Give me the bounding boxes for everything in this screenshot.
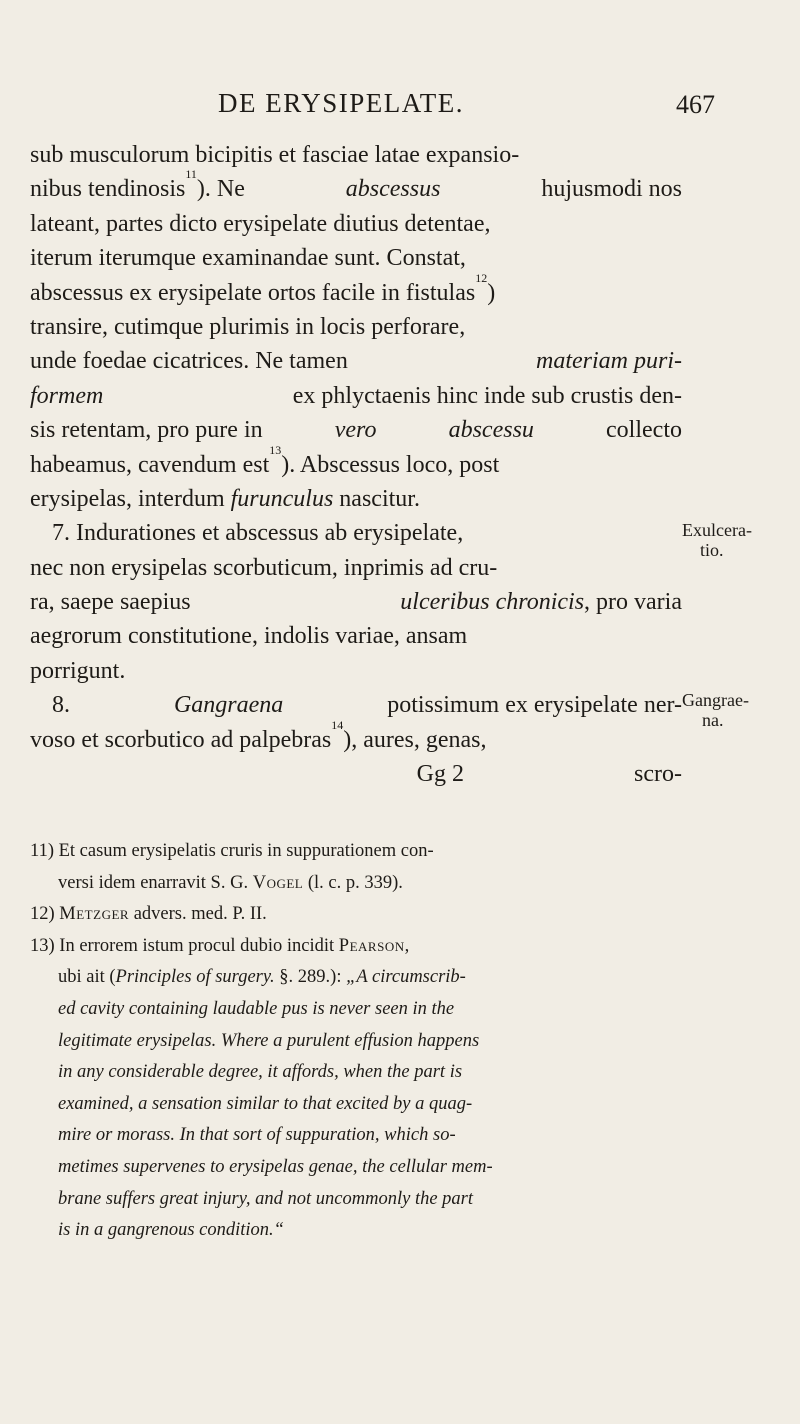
margin-note-line: Exulcera- [682, 520, 752, 540]
footnote-ref: 12 [475, 270, 488, 285]
text-line [30, 138, 682, 172]
footnote-line: examined, a sensation similar to that excited by a quag- [58, 1093, 473, 1114]
footnote-line: 12) Metzger advers. med. P. II. [30, 904, 267, 925]
text-span: 8. [52, 692, 70, 719]
footnote-line: is in a gangrenous condition.“ [58, 1220, 284, 1241]
text-span: nascitur. [339, 485, 420, 512]
footnote-ref: 14 [331, 717, 344, 732]
footnote-line: brane suffers great injury, and not uncommonly the part [58, 1188, 474, 1209]
italic-term: abscessus [345, 176, 441, 203]
italic-term: abscessu [448, 417, 534, 444]
text-span: nibus tendinosis$^{11}$). Ne [30, 167, 245, 203]
text-span: 7. Indurationes et abscessus ab erysipelate, [52, 520, 464, 547]
text-span: unde foedae cicatrices. Ne tamen [30, 348, 348, 375]
text-line [30, 413, 682, 447]
text-span: erysipelas, interdum [30, 485, 225, 512]
margin-note-gangraena [682, 690, 749, 730]
text-line [30, 207, 682, 241]
footnote-line: metimes supervenes to erysipelas genae, the cellular mem- [58, 1156, 493, 1177]
text-line [30, 516, 682, 550]
footnote-line: versi idem enarravit S. G. Vogel (l. c. p. 339). [58, 872, 403, 893]
footnote-line: 11) Et casum erysipelatis cruris in suppurationem con- [30, 841, 434, 861]
italic-term: vero [334, 417, 377, 444]
italic-term: Gangraena [173, 692, 284, 719]
text-line [30, 757, 682, 791]
text-line [30, 551, 682, 585]
text-line [30, 619, 682, 653]
text-span: voso et scorbutico ad palpebras$^{14}$), aures, genas, [30, 717, 487, 753]
margin-note-line: Gangrae- [682, 690, 749, 710]
text-span: potissimum ex erysipelate ner- [387, 692, 682, 719]
signature-mark: Gg 2 [416, 761, 465, 788]
footnote-ref: 13 [269, 442, 282, 457]
italic-term: ulceribus chronicis [400, 589, 585, 616]
footnote-line: 13) In errorem istum procul dubio incidit Pearson, [30, 935, 410, 956]
text-span: ra, saepe saepius [30, 589, 191, 616]
italic-term: formem [30, 382, 104, 409]
footnote-line: ed cavity containing laudable pus is never seen in the [58, 998, 455, 1019]
text-span: sub musculorum bicipitis et fasciae latae expansio- [30, 142, 520, 168]
text-line [30, 654, 682, 688]
text-line [30, 270, 682, 310]
text-span: transire, cutimque plurimis in locis perforare, [30, 313, 466, 340]
text-line [30, 310, 682, 344]
text-span: iterum iterumque examinandae sunt. Constat, [30, 245, 466, 272]
text-span: abscessus ex erysipelate ortos facile in fistulas$^{12}$) [30, 270, 496, 306]
text-line [30, 482, 682, 516]
footnotes [30, 836, 682, 1247]
text-line [30, 688, 682, 722]
text-span: aegrorum constitutione, indolis variae, ansam [30, 623, 468, 650]
text-span: hujusmodi nos [541, 176, 682, 203]
footnote-line: in any considerable degree, it affords, when the part is [58, 1062, 463, 1083]
text-span: ulceribus chronicis, pro varia [400, 589, 682, 616]
italic-term: furunculus [230, 485, 334, 512]
text-line [30, 717, 682, 757]
page-number: 467 [676, 90, 715, 119]
margin-note-line: na. [702, 710, 724, 730]
text-span: lateant, partes dicto erysipelate diutius detentae, [30, 210, 491, 237]
margin-note-line: tio. [700, 540, 724, 560]
text-line [30, 241, 682, 275]
catchword: scro- [634, 761, 682, 788]
text-span: nec non erysipelas scorbuticum, inprimis ad cru- [30, 554, 498, 581]
footnote-line: ubi ait (Principles of surgery. §. 289.): „A circumscrib- [58, 967, 466, 988]
text-span: habeamus, cavendum est$^{13}$). Abscessus loco, post [30, 442, 500, 478]
text-span: ex phlyctaenis hinc inde sub crustis den- [292, 382, 682, 409]
running-title: DE ERYSIPELATE. [218, 88, 465, 118]
text-line [30, 167, 682, 206]
text-span: collecto [606, 417, 682, 444]
text-span: sis retentam, pro pure in [30, 417, 263, 444]
footnote-line: legitimate erysipelas. Where a purulent effusion happens [58, 1030, 480, 1051]
text-line [30, 585, 682, 619]
main-text [30, 138, 682, 791]
text-line [30, 344, 682, 378]
footnote-ref: 11 [185, 167, 197, 182]
margin-note-exulceratio [682, 520, 752, 560]
running-header [0, 88, 800, 128]
text-line [30, 442, 682, 482]
italic-term: materiam puri- [536, 348, 682, 375]
footnote-line: mire or morass. In that sort of suppuration, which so- [58, 1125, 456, 1146]
text-line [30, 379, 682, 413]
text-span: porrigunt. [30, 657, 126, 684]
